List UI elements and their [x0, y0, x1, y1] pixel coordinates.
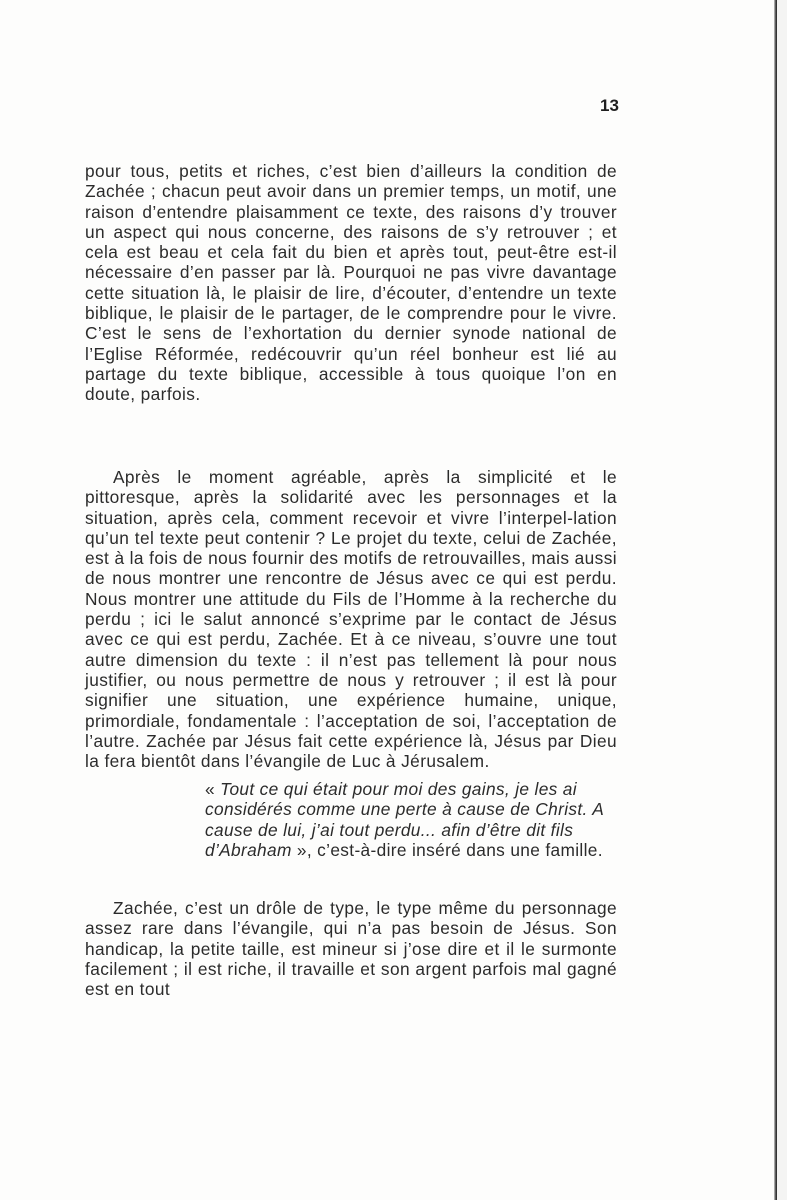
paragraph-3: Zachée, c’est un drôle de type, le type même du personnage assez rare dans l’évangile, qui n’a pas besoin de Jésus. Son handicap, la petite taille, est mineur si j’ose dire et il le surmonte facilement ; il est riche, il travaille et son argent parfois mal gagné est en tout	[85, 898, 617, 1000]
page-edge	[774, 0, 777, 1200]
paragraph-2: Après le moment agréable, après la simplicité et le pittoresque, après la solidarité avec les personnages et la situation, après cela, comment recevoir et vivre l’interpel-lation qu’un tel texte peut contenir ? Le projet du texte, celui de Zachée, est à la fois de nous fournir des motifs de retrouvailles, mais aussi de nous montrer une rencontre de Jésus avec ce qui est perdu. Nous montrer une attitude du Fils de l’Homme à la recherche du perdu ; ici le salut annoncé s’exprime par le contact de Jésus avec ce qui est perdu, Zachée. Et à ce niveau, s’ouvre une tout autre dimension du texte : il n’est pas tellement là pour nous justifier, ou nous permettre de nous y retrouver ; il est là pour signifier une situation, une expérience humaine, unique, primordiale, fondamentale : l’acceptation de soi, l’acceptation de l’autre. Zachée par Jésus fait cette expérience là, Jésus par Dieu la fera bientôt dans l’évangile de Luc à Jérusalem.	[85, 467, 617, 772]
quote-close-mark: »,	[291, 840, 318, 861]
paragraph-1: pour tous, petits et riches, c’est bien d’ailleurs la condition de Zachée ; chacun peut avoir dans un premier temps, un motif, une raison d’entendre plaisamment ce texte, des raisons d’y trouver un aspect qui nous concerne, des raisons de s’y retrouver ; et cela est beau et cela fait du bien et après tout, peut-être est-il nécessaire d’en passer par là. Pourquoi ne pas vivre davantage cette situation là, le plaisir de lire, d’écouter, d’entendre un texte biblique, le plaisir de le partager, de le comprendre pour le vivre. C’est le sens de l’exhortation du dernier synode national de l’Eglise Réformée, redécouvrir qu’un réel bonheur est lié au partage du texte biblique, accessible à tous quoique l’on en doute, parfois.	[85, 161, 617, 405]
page-margin	[777, 0, 787, 1200]
quote-continuation: c’est-à-dire inséré dans une famille.	[317, 840, 603, 861]
quote-open-mark: «	[205, 779, 221, 799]
page-number: 13	[600, 96, 619, 115]
quote-italic-text: Tout ce qui était pour moi des gains, je les ai considérés comme une perte à cause de Christ. A cause de lui, j’ai tout perdu... afin d’être dit fils d’Abraham	[205, 779, 604, 861]
block-quote	[205, 779, 617, 861]
